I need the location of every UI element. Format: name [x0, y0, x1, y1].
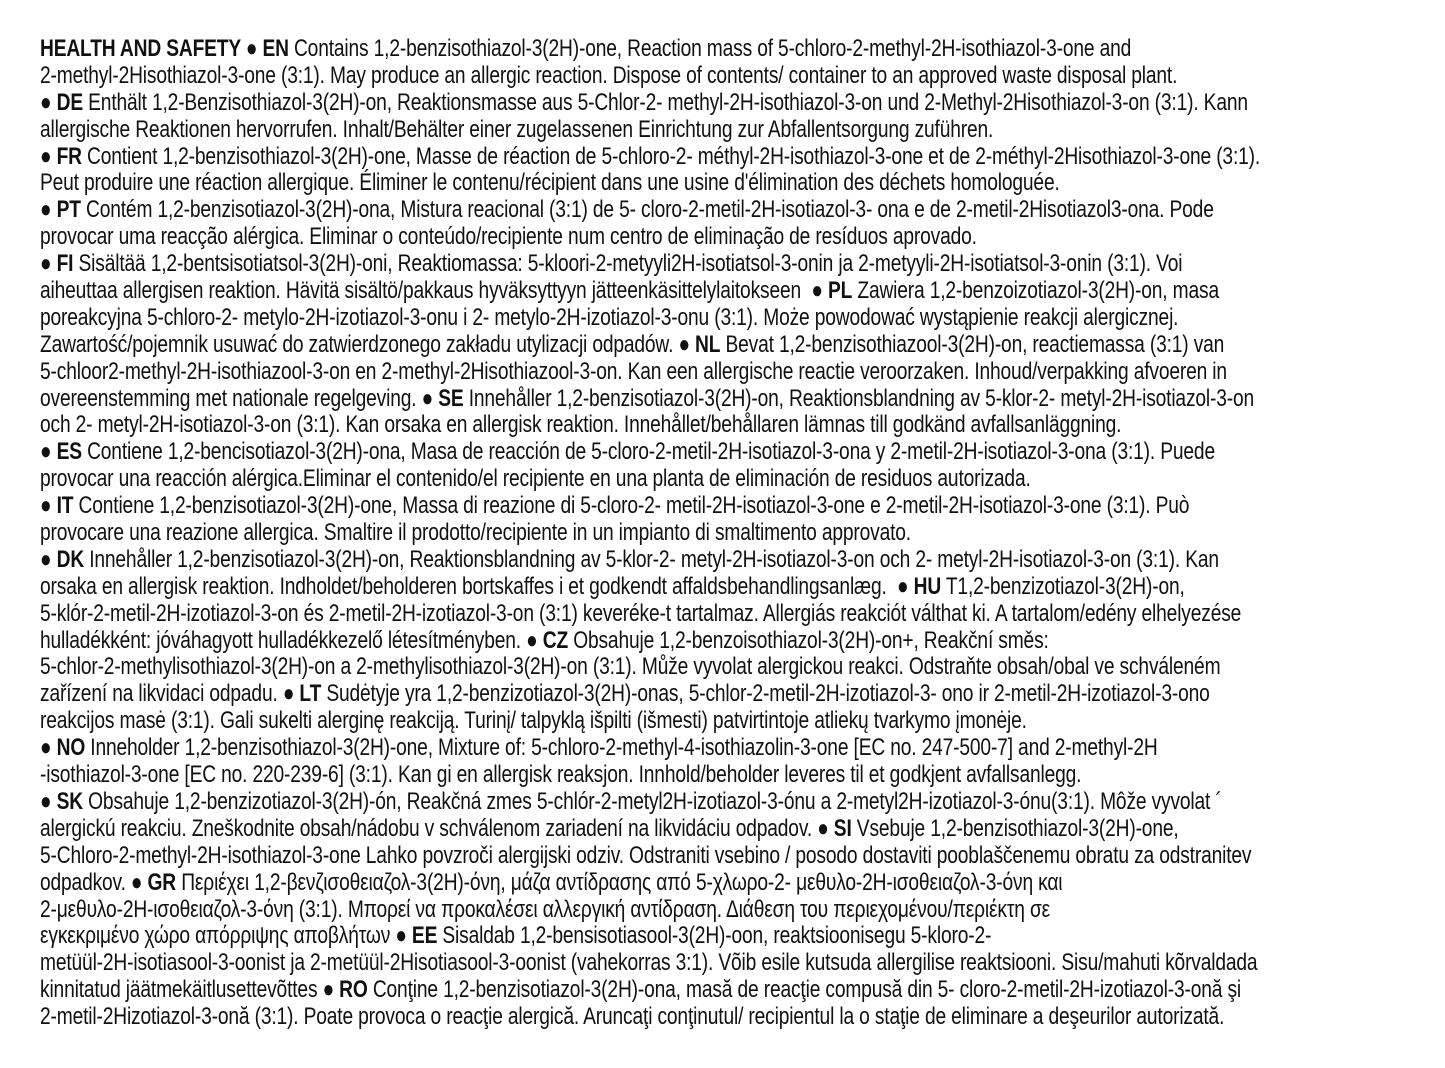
text-line-6: [40, 170, 1444, 197]
text-line-30: [40, 816, 1444, 843]
body-text: 2-μεθυλο-2H-ισοθειαζολ-3-όνη (3:1). Μπορεί να προκαλέσει αλλεργική αντίδραση. Διάθεση του περιεχομένου/περιέκτη σε: [40, 895, 1051, 923]
text-line-22: [40, 601, 1444, 628]
language-code-bold: ● IT: [40, 492, 74, 520]
body-text: Contém 1,2-benzisotiazol-3(2H)-ona, Mistura reacional (3:1) de 5- cloro-2-metil-2H-isotiazol-3- ona e de 2-metil-2Hisotiazol3-ona. Pode: [80, 196, 1214, 224]
text-line-20: [40, 547, 1444, 574]
text-line-36: [40, 977, 1444, 1004]
text-line-11: [40, 305, 1444, 332]
body-text: Inneholder 1,2-benzisothiazol-3(2H)-one, Mixture of: 5-chloro-2-methyl-4-isothiazolin-3-one [EC no. 247-500-7] and 2-methyl-2H: [85, 734, 1158, 762]
body-text: overeenstemming met nationale regelgeving.: [40, 384, 422, 412]
body-text: 2-methyl-2Hisothiazol-3-one (3:1). May produce an allergic reaction. Dispose of contents/ container to an approved waste disposal plant.: [40, 61, 1178, 89]
language-code-bold: ● SK: [40, 787, 83, 815]
text-line-8: [40, 224, 1444, 251]
body-text: -isothiazol-3-one [EC no. 220-239-6] (3:1). Kan gi en allergisk reaksjon. Innhold/beholder leveres til et godkjent avfallsanlegg.: [40, 761, 1082, 789]
text-line-33: [40, 897, 1444, 924]
body-text: Sudėtyje yra 1,2-benzizotiazol-3(2H)-onas, 5-chlor-2-metil-2H-izotiazol-3- ono ir 2-metil-2H-izotiazol-3-ono: [321, 680, 1210, 708]
body-text: provocar una reacción alérgica.Eliminar el contenido/el recipiente en una planta de eliminación de residuos autorizada.: [40, 465, 1031, 493]
body-text: poreakcyjna 5-chloro-2- metylo-2H-izotiazol-3-onu i 2- metylo-2H-izotiazol-3-onu (3:1). Może powodować wystąpienie reakcji alergicznej.: [40, 303, 1179, 331]
body-text: 2-metil-2Hizotiazol-3-onă (3:1). Poate provoca o reacţie alergică. Aruncaţi conţinutul/ recipientul la o staţie de eliminare a deşeurilor autorizată.: [40, 1003, 1225, 1031]
text-line-13: [40, 359, 1444, 386]
body-text: Zawiera 1,2-benzoizotiazol-3(2H)-on, masa: [852, 277, 1219, 305]
body-text: Sisaldab 1,2-bensisotiasool-3(2H)-oon, reaktsioonisegu 5-kloro-2-: [437, 922, 992, 950]
text-line-2: [40, 63, 1444, 90]
text-line-24: [40, 654, 1444, 681]
text-line-10: [40, 278, 1444, 305]
text-line-7: [40, 197, 1444, 224]
text-line-17: [40, 466, 1444, 493]
text-line-12: [40, 332, 1444, 359]
language-code-bold: ● FI: [40, 250, 74, 278]
body-text: provocar uma reacção alérgica. Eliminar o conteúdo/recipiente num centro de eliminação de resíduos aprovado.: [40, 223, 977, 251]
body-text: kinnitatud jäätmekäitlusettevõttes: [40, 976, 323, 1004]
text-line-27: [40, 735, 1444, 762]
language-code-bold: ● SE: [421, 384, 464, 412]
body-text: metüül-2H-isotiasool-3-oonist ja 2-metüül-2Hisotiasool-3-oonist (vahekorras 3:1). Võib esile kutsuda allergilise reaktsiooni. Sisu/mahuti kõrvaldada: [40, 949, 1258, 977]
body-text: reakcijos masė (3:1). Gali sukelti alerginę reakciją. Turinį/ talpyklą išpilti (išmesti) patvirtintoje atliekų tvarkymo įmonėje.: [40, 707, 1027, 735]
body-text: och 2- metyl-2H-isotiazol-3-on (3:1). Kan orsaka en allergisk reaktion. Innehållet/behållaren lämnas till godkänd avfallsanläggning.: [40, 411, 1122, 439]
text-line-15: [40, 412, 1444, 439]
language-code-bold: ● EE: [395, 922, 438, 950]
body-text: Obsahuje 1,2-benzizotiazol-3(2H)-ón, Reakčná zmes 5-chlór-2-metyl2H-izotiazol-3-ónu a 2-metyl2H-izotiazol-3-ónu(3:1). Môže vyvolat ´: [82, 787, 1222, 815]
body-text: zařízení na likvidaci odpadu.: [40, 680, 283, 708]
language-code-bold: ● GR: [130, 868, 177, 896]
body-text: Sisältää 1,2-bentsisotiatsol-3(2H)-oni, Reaktiomassa: 5-kloori-2-metyyli2H-isotiatsol-3-onin ja 2-metyyli-2H-isotiatsol-3-onin (3:1). Voi: [73, 250, 1183, 278]
language-code-bold: HEALTH AND SAFETY ● EN: [40, 35, 289, 62]
body-text: Contient 1,2-benzisothiazol-3(2H)-one, Masse de réaction de 5-chloro-2- méthyl-2H-isothiazol-3-one et de 2-méthyl-2Hisothiazol-3-one (3:1).: [81, 142, 1261, 170]
body-text: 5-chloor2-methyl-2H-isothiazool-3-on en 2-methyl-2Hisothiazool-3-on. Kan een allergische reactie veroorzaken. Inhoud/verpakking afvoeren in: [40, 357, 1227, 385]
body-text: hulladékként: jóváhagyott hulladékkezelő létesítményben.: [40, 626, 527, 654]
text-line-32: [40, 870, 1444, 897]
label-text-block: [40, 36, 1444, 1031]
text-line-26: [40, 708, 1444, 735]
language-code-bold: ● PT: [40, 196, 81, 224]
body-text: Contiene 1,2-bencisotiazol-3(2H)-ona, Masa de reacción de 5-cloro-2-metil-2H-isotiazol-3-ona y 2-metil-2H-isotiazol-3-ona (3:1). Puede: [81, 438, 1215, 466]
text-line-18: [40, 493, 1444, 520]
body-text: Zawartość/pojemnik usuwać do zatwierdzonego zakładu utylizacji odpadów.: [40, 330, 679, 358]
text-line-3: [40, 90, 1444, 117]
text-line-16: [40, 439, 1444, 466]
text-line-37: [40, 1004, 1444, 1031]
language-code-bold: ● PL: [811, 277, 853, 305]
body-text: Obsahuje 1,2-benzoisothiazol-3(2H)-on+, Reakční směs:: [568, 626, 1049, 654]
text-line-14: [40, 386, 1444, 413]
language-code-bold: ● SI: [817, 814, 852, 842]
language-code-bold: ● LT: [282, 680, 322, 708]
body-text: 5-Chloro-2-methyl-2H-isothiazol-3-one Lahko povzroči alergijski odziv. Odstraniti vsebino / posodo dostaviti pooblaščenemu obratu za odstranitev: [40, 841, 1252, 869]
body-text: alergickú reakciu. Zneškodnite obsah/nádobu v schválenom zariadení na likvidáciu odpadov.: [40, 814, 818, 842]
body-text: allergische Reaktionen hervorrufen. Inhalt/Behälter einer zugelassenen Einrichtung zur Abfallentsorgung zuführen.: [40, 115, 994, 143]
language-code-bold: ● NL: [678, 330, 721, 358]
body-text: Περιέχει 1,2-βενζισοθειαζολ-3(2H)-όνη, μάζα αντίδρασης από 5-χλωρο-2- μεθυλο-2H-ισοθειαζολ-3-όνη και: [176, 868, 1063, 896]
text-line-35: [40, 950, 1444, 977]
language-code-bold: ● NO: [40, 734, 86, 762]
body-text: Contains 1,2-benzisothiazol-3(2H)-one, Reaction mass of 5-chloro-2-methyl-2H-isothiazol-3-one and: [288, 35, 1132, 62]
text-line-1: [40, 36, 1444, 63]
body-text: Bevat 1,2-benzisothiazool-3(2H)-on, reactiemassa (3:1) van: [720, 330, 1225, 358]
body-text: Conţine 1,2-benzisotiazol-3(2H)-ona, masă de reacţie compusă din 5- cloro-2-metil-2H-izotiazol-3-onă şi: [367, 976, 1242, 1004]
text-line-9: [40, 251, 1444, 278]
body-text: orsaka en allergisk reaktion. Indholdet/beholderen bortskaffes i et godkendt affaldsbehandlingsanlæg.: [40, 572, 897, 600]
language-code-bold: ● HU: [897, 572, 942, 600]
text-line-23: [40, 628, 1444, 655]
text-line-25: [40, 681, 1444, 708]
language-code-bold: ● CZ: [526, 626, 569, 654]
body-text: 5-klór-2-metil-2H-izotiazol-3-on és 2-metil-2H-izotiazol-3-on (3:1) keveréke-t tartalmaz. Allergiás reakciót válthat ki. A tartalom/edény elhelyezése: [40, 599, 1242, 627]
body-text: Peut produire une réaction allergique. Éliminer le contenu/récipient dans une usine d'élimination des déchets homologuée.: [40, 169, 1060, 197]
text-line-31: [40, 843, 1444, 870]
body-text: Enthält 1,2-Benzisothiazol-3(2H)-on, Reaktionsmasse aus 5-Chlor-2- methyl-2H-isothiazol-3-on und 2-Methyl-2Hisothiazol-3-on (3:1). Kann: [82, 88, 1248, 116]
body-text: aiheuttaa allergisen reaktion. Hävitä sisältö/pakkaus hyväksyttyyn jätteenkäsittelylaitokseen: [40, 277, 812, 305]
text-line-21: [40, 574, 1444, 601]
body-text: Innehåller 1,2-benzisotiazol-3(2H)-on, Reaktionsblandning av 5-klor-2- metyl-2H-isotiazol-3-on och 2- metyl-2H-isotiazol-3-on (3:1). Kan: [84, 545, 1219, 573]
language-code-bold: ● FR: [40, 142, 82, 170]
body-text: odpadkov.: [40, 868, 131, 896]
body-text: Innehåller 1,2-benzisotiazol-3(2H)-on, Reaktionsblandning av 5-klor-2- metyl-2H-isotiazol-3-on: [463, 384, 1255, 412]
text-line-5: [40, 144, 1444, 171]
body-text: εγκεκριμένο χώρο απόρριψης αποβλήτων: [40, 922, 396, 950]
text-line-34: [40, 923, 1444, 950]
language-code-bold: ● RO: [322, 976, 368, 1004]
language-code-bold: ● DK: [40, 545, 85, 573]
body-text: provocare una reazione allergica. Smaltire il prodotto/recipiente in un impianto di smaltimento approvato.: [40, 519, 911, 547]
body-text: 5-chlor-2-methylisothiazol-3(2H)-on a 2-methylisothiazol-3(2H)-on (3:1). Může vyvolat alergickou reakci. Odstraňte obsah/obal ve schváleném: [40, 653, 1221, 681]
text-line-29: [40, 789, 1444, 816]
body-text: Contiene 1,2-benzisotiazol-3(2H)-one, Massa di reazione di 5-cloro-2- metil-2H-isotiazol-3-one e 2-metil-2H-isotiazol-3-one (3:1). Può: [73, 492, 1190, 520]
text-line-4: [40, 117, 1444, 144]
body-text: Vsebuje 1,2-benzisothiazol-3(2H)-one,: [851, 814, 1179, 842]
text-line-19: [40, 520, 1444, 547]
language-code-bold: ● ES: [40, 438, 82, 466]
text-line-28: [40, 762, 1444, 789]
body-text: T1,2-benzizotiazol-3(2H)-on,: [941, 572, 1185, 600]
language-code-bold: ● DE: [40, 88, 83, 116]
